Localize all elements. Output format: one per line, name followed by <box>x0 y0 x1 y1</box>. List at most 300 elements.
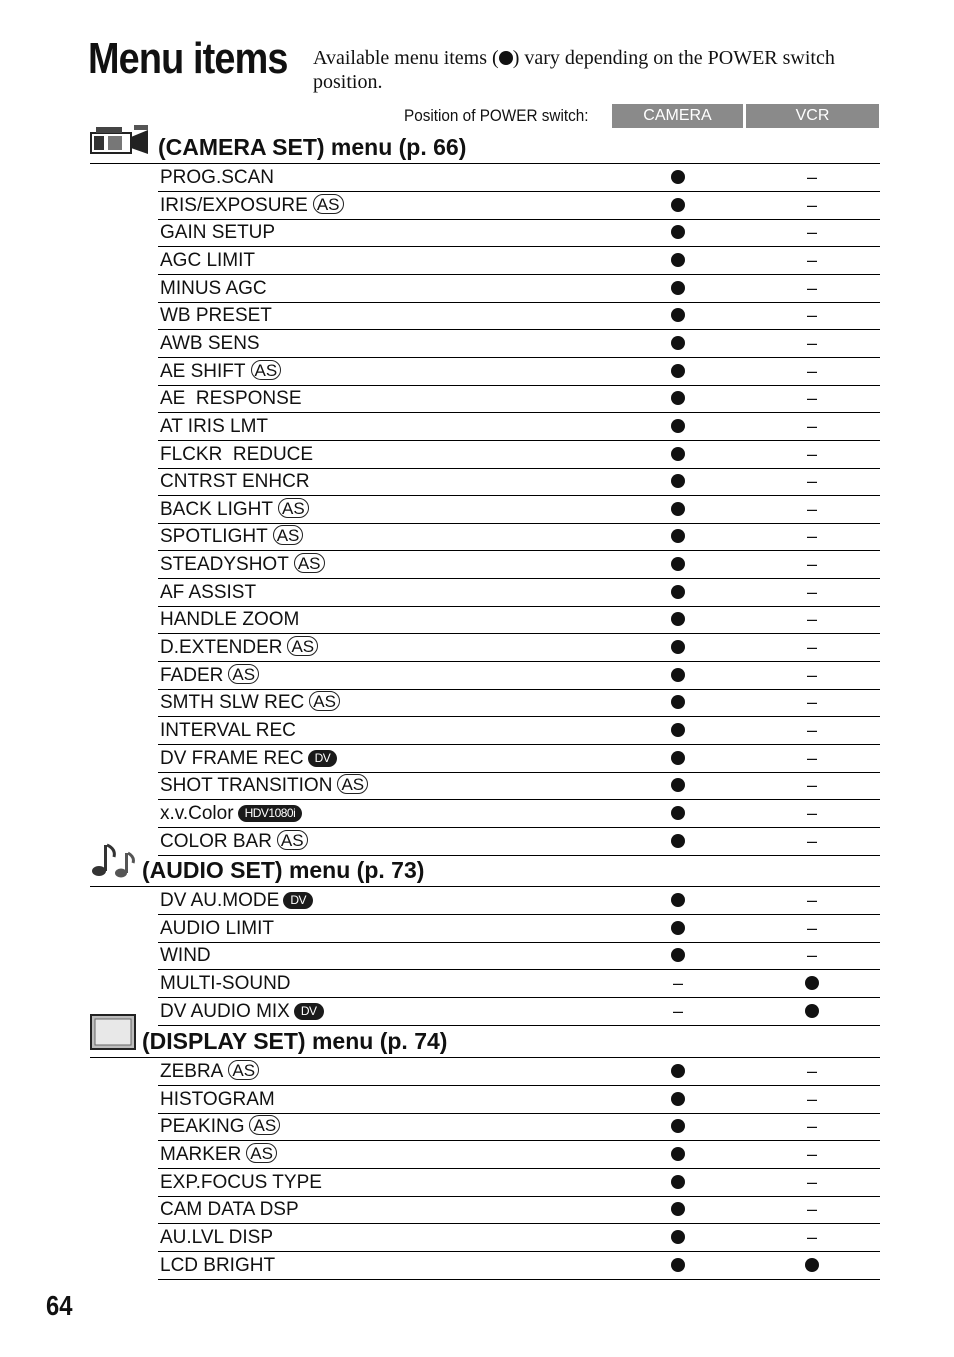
table-row <box>158 579 880 607</box>
vcr-availability-cell <box>747 385 877 412</box>
menu-item-label: AE RESPONSE <box>160 388 302 410</box>
table-row <box>158 219 880 247</box>
menu-item-label: D.EXTENDER <box>160 637 283 659</box>
vcr-availability-cell <box>747 192 877 219</box>
available-dot-icon <box>671 1230 685 1244</box>
camera-availability-cell <box>613 441 743 468</box>
camera-availability-cell <box>613 1141 743 1168</box>
camera-availability-cell <box>613 330 743 357</box>
menu-item-label: MULTI-SOUND <box>160 972 291 994</box>
unavailable-dash: – <box>806 388 817 409</box>
available-dot-icon <box>671 1258 685 1272</box>
menu-item-label: PEAKING <box>160 1116 245 1138</box>
intro-text <box>313 46 883 94</box>
vcr-availability-cell <box>747 689 877 716</box>
camera-availability-cell <box>613 1252 743 1279</box>
vcr-availability-cell <box>747 662 877 689</box>
available-dot-icon <box>671 253 685 267</box>
menu-item-label: GAIN SETUP <box>160 222 276 244</box>
table-row <box>158 413 880 441</box>
table-row <box>158 358 880 386</box>
unavailable-dash: – <box>806 775 817 796</box>
intro-before: Available menu items ( <box>313 47 499 69</box>
unavailable-dash: – <box>806 830 817 851</box>
menu-item-label: LCD BRIGHT <box>160 1254 276 1276</box>
menu-item-label: IRIS/EXPOSURE <box>160 194 308 216</box>
as-badge: AS <box>287 636 318 656</box>
vcr-availability-cell <box>747 523 877 550</box>
available-dot-icon <box>671 502 685 516</box>
camera-availability-cell <box>613 1113 743 1140</box>
unavailable-dash: – <box>806 554 817 575</box>
power-switch-label: Position of POWER switch: <box>404 106 589 125</box>
vcr-availability-cell <box>747 1086 877 1113</box>
menu-item <box>160 332 260 356</box>
table-row <box>158 634 880 662</box>
menu-item <box>160 553 325 577</box>
as-badge: AS <box>309 691 340 711</box>
menu-item <box>160 802 302 826</box>
table-row <box>158 800 880 828</box>
vcr-availability-cell <box>747 887 877 914</box>
available-dot-icon <box>671 806 685 820</box>
menu-item-label: CNTRST ENHCR <box>160 471 310 493</box>
camera-availability-cell <box>613 192 743 219</box>
vcr-availability-cell <box>747 1169 877 1196</box>
menu-item <box>160 889 313 913</box>
page-number: 64 <box>46 1290 73 1321</box>
unavailable-dash: – <box>672 972 683 993</box>
unavailable-dash: – <box>806 945 817 966</box>
available-dot-icon <box>671 474 685 488</box>
vcr-availability-cell <box>747 1252 877 1279</box>
table-row <box>158 523 880 551</box>
available-dot-icon <box>671 751 685 765</box>
vcr-availability-cell <box>747 942 877 969</box>
menu-item <box>160 1198 299 1222</box>
camera-availability-cell <box>613 468 743 495</box>
vcr-availability-cell <box>747 606 877 633</box>
unavailable-dash: – <box>806 802 817 823</box>
unavailable-dash: – <box>806 1199 817 1220</box>
menu-item <box>160 360 281 384</box>
section-header <box>90 1023 880 1058</box>
vcr-availability-cell <box>747 1141 877 1168</box>
menu-item <box>160 525 303 549</box>
camera-availability-cell <box>613 772 743 799</box>
table-row <box>158 998 880 1026</box>
available-dot-icon <box>671 640 685 654</box>
camera-availability-cell <box>613 164 743 191</box>
table-row <box>158 192 880 220</box>
unavailable-dash: – <box>806 277 817 298</box>
as-badge: AS <box>278 498 309 518</box>
table-row <box>158 468 880 496</box>
menu-item-label: FLCKR REDUCE <box>160 443 314 465</box>
camera-availability-cell <box>613 717 743 744</box>
table-row <box>158 1141 880 1169</box>
menu-item-label: WB PRESET <box>160 305 272 327</box>
menu-item <box>160 470 310 494</box>
unavailable-dash: – <box>806 1116 817 1137</box>
camera-availability-cell <box>613 1169 743 1196</box>
camera-availability-cell <box>613 887 743 914</box>
section-header <box>90 128 880 164</box>
available-dot-icon <box>671 364 685 378</box>
menu-item <box>160 664 259 688</box>
menu-item <box>160 1171 322 1195</box>
table-row <box>158 970 880 998</box>
available-dot-icon <box>671 170 685 184</box>
unavailable-dash: – <box>806 890 817 910</box>
as-badge: AS <box>246 1143 277 1163</box>
camera-availability-cell <box>613 942 743 969</box>
menu-item <box>160 387 302 411</box>
vcr-availability-cell <box>747 219 877 246</box>
hdv-badge: HDV1080i <box>238 805 303 822</box>
menu-item-label: CAM DATA DSP <box>160 1199 299 1221</box>
menu-item-label: EXP.FOCUS TYPE <box>160 1171 322 1193</box>
menu-item-label: HANDLE ZOOM <box>160 609 300 631</box>
dv-badge: DV <box>294 1003 324 1020</box>
camera-availability-cell <box>613 219 743 246</box>
menu-item <box>160 1000 324 1024</box>
unavailable-dash: – <box>806 1143 817 1164</box>
available-dot-icon <box>671 1119 685 1133</box>
menu-item-label: WIND <box>160 945 211 967</box>
table-row <box>158 551 880 579</box>
camera-availability-cell <box>613 1224 743 1251</box>
menu-item <box>160 221 275 245</box>
available-dot-icon <box>671 198 685 212</box>
section-title: (DISPLAY SET) menu (p. 74) <box>142 1028 448 1054</box>
camera-availability-cell <box>613 1196 743 1223</box>
menu-item <box>160 830 308 854</box>
as-badge: AS <box>277 830 308 850</box>
unavailable-dash: – <box>806 526 817 547</box>
vcr-availability-cell <box>747 998 877 1025</box>
menu-item <box>160 415 268 439</box>
camera-availability-cell <box>613 413 743 440</box>
table-row <box>158 662 880 690</box>
as-badge: AS <box>228 1060 259 1080</box>
menu-item <box>160 1143 277 1167</box>
menu-item <box>160 1060 259 1084</box>
dv-badge: DV <box>308 750 338 767</box>
vcr-availability-cell <box>747 970 877 997</box>
menu-item <box>160 774 368 798</box>
camera-availability-cell <box>613 1086 743 1113</box>
table-row <box>158 689 880 717</box>
menu-item-label: SPOTLIGHT <box>160 526 268 548</box>
available-dot-icon <box>671 447 685 461</box>
menu-item-label: AWB SENS <box>160 332 260 354</box>
table-row <box>158 275 880 303</box>
menu-item <box>160 972 291 996</box>
available-dot-icon <box>671 612 685 626</box>
unavailable-dash: – <box>806 443 817 464</box>
vcr-availability-cell <box>747 1224 877 1251</box>
table-row <box>158 385 880 413</box>
vcr-availability-cell <box>747 579 877 606</box>
menu-item-label: AU.LVL DISP <box>160 1226 273 1248</box>
camera-availability-cell <box>613 915 743 942</box>
vcr-availability-cell <box>747 634 877 661</box>
available-dot-icon <box>671 391 685 405</box>
vcr-availability-cell <box>747 247 877 274</box>
camera-availability-cell <box>613 634 743 661</box>
available-dot-icon <box>671 834 685 848</box>
menu-item <box>160 1115 280 1139</box>
vcr-availability-cell <box>747 551 877 578</box>
camera-availability-cell <box>613 247 743 274</box>
camera-availability-cell <box>613 828 743 855</box>
table-row <box>158 1252 880 1280</box>
available-dot-icon <box>671 1175 685 1189</box>
table-row <box>158 606 880 634</box>
unavailable-dash: – <box>806 1226 817 1247</box>
menu-item-label: HISTOGRAM <box>160 1088 275 1110</box>
available-dot-icon <box>671 529 685 543</box>
unavailable-dash: – <box>806 415 817 436</box>
table-row <box>158 1169 880 1197</box>
table-row <box>158 441 880 469</box>
available-dot-icon <box>499 51 513 65</box>
vcr-availability-cell <box>747 1113 877 1140</box>
camera-availability-cell <box>613 606 743 633</box>
table-row <box>158 330 880 358</box>
unavailable-dash: – <box>806 747 817 768</box>
table-row <box>158 164 880 192</box>
table-row <box>158 1113 880 1141</box>
table-row <box>158 1086 880 1114</box>
menu-item <box>160 498 309 522</box>
unavailable-dash: – <box>806 637 817 658</box>
camera-availability-cell <box>613 970 743 997</box>
available-dot-icon <box>671 308 685 322</box>
menu-item-label: MINUS AGC <box>160 277 267 299</box>
table-row <box>158 1196 880 1224</box>
unavailable-dash: – <box>806 332 817 353</box>
menu-item-label: ZEBRA <box>160 1061 224 1082</box>
table-row <box>158 302 880 330</box>
available-dot-icon <box>805 1004 819 1018</box>
camera-availability-cell <box>613 385 743 412</box>
camera-availability-cell <box>613 579 743 606</box>
vcr-availability-cell <box>747 800 877 827</box>
as-badge: AS <box>337 774 368 794</box>
dv-badge: DV <box>283 892 313 909</box>
menu-item <box>160 1088 275 1112</box>
as-badge: AS <box>251 360 282 380</box>
menu-item <box>160 747 337 771</box>
menu-item <box>160 691 340 715</box>
camera-icon <box>90 124 152 161</box>
menu-item <box>160 166 274 190</box>
available-dot-icon <box>671 1064 685 1078</box>
vcr-availability-cell <box>747 496 877 523</box>
vcr-availability-cell <box>747 828 877 855</box>
menu-item-label: SMTH SLW REC <box>160 692 305 714</box>
menu-item-label: MARKER <box>160 1143 242 1165</box>
menu-item-label: AGC LIMIT <box>160 249 256 271</box>
unavailable-dash: – <box>806 1061 817 1081</box>
unavailable-dash: – <box>806 1171 817 1192</box>
unavailable-dash: – <box>806 720 817 740</box>
intro-after: ) vary depending on the POWER switch position. <box>313 47 835 93</box>
table-row <box>158 1058 880 1086</box>
camera-availability-cell <box>613 1058 743 1085</box>
menu-item <box>160 581 256 605</box>
menu-item-label: AF ASSIST <box>160 581 257 603</box>
camera-availability-cell <box>613 689 743 716</box>
table-row <box>158 496 880 524</box>
camera-availability-cell <box>613 800 743 827</box>
menu-item-label: AT IRIS LMT <box>160 415 269 437</box>
available-dot-icon <box>805 976 819 990</box>
unavailable-dash: – <box>806 664 817 685</box>
unavailable-dash: – <box>806 360 817 381</box>
vcr-availability-cell <box>747 915 877 942</box>
menu-item <box>160 443 313 467</box>
unavailable-dash: – <box>806 222 817 243</box>
available-dot-icon <box>671 668 685 682</box>
vcr-availability-cell <box>747 1196 877 1223</box>
section-header <box>90 852 880 887</box>
as-badge: AS <box>249 1115 280 1135</box>
menu-item <box>160 917 274 941</box>
unavailable-dash: – <box>806 581 817 602</box>
music-notes-icon <box>90 841 136 884</box>
vcr-availability-cell <box>747 275 877 302</box>
menu-item <box>160 944 211 968</box>
vcr-availability-cell <box>747 413 877 440</box>
available-dot-icon <box>671 281 685 295</box>
camera-availability-cell <box>613 998 743 1025</box>
table-row <box>158 717 880 745</box>
camera-availability-cell <box>613 662 743 689</box>
available-dot-icon <box>671 778 685 792</box>
as-badge: AS <box>294 553 325 573</box>
table-row <box>158 772 880 800</box>
camera-availability-cell <box>613 523 743 550</box>
unavailable-dash: – <box>806 167 817 187</box>
column-vcr: VCR <box>746 104 879 128</box>
vcr-availability-cell <box>747 1058 877 1085</box>
table-row <box>158 745 880 773</box>
unavailable-dash: – <box>806 194 817 215</box>
vcr-availability-cell <box>747 441 877 468</box>
as-badge: AS <box>228 664 259 684</box>
vcr-availability-cell <box>747 745 877 772</box>
available-dot-icon <box>671 921 685 935</box>
table-row <box>158 915 880 943</box>
menu-item-label: x.v.Color <box>160 802 234 824</box>
section-title: (CAMERA SET) menu (p. 66) <box>158 134 467 160</box>
menu-item-label: COLOR BAR <box>160 830 272 852</box>
unavailable-dash: – <box>806 609 817 630</box>
vcr-availability-cell <box>747 302 877 329</box>
table-row <box>158 1224 880 1252</box>
available-dot-icon <box>671 336 685 350</box>
menu-item-label: AE SHIFT <box>160 360 246 382</box>
vcr-availability-cell <box>747 772 877 799</box>
table-row <box>158 247 880 275</box>
unavailable-dash: – <box>806 498 817 519</box>
menu-item <box>160 277 267 301</box>
camera-availability-cell <box>613 496 743 523</box>
table-row <box>158 887 880 915</box>
unavailable-dash: – <box>806 1088 817 1109</box>
camera-availability-cell <box>613 302 743 329</box>
menu-item <box>160 608 299 632</box>
available-dot-icon <box>671 695 685 709</box>
unavailable-dash: – <box>672 1000 683 1021</box>
as-badge: AS <box>273 525 304 545</box>
vcr-availability-cell <box>747 468 877 495</box>
unavailable-dash: – <box>806 471 817 492</box>
menu-item <box>160 1254 275 1278</box>
menu-item-label: BACK LIGHT <box>160 498 273 520</box>
menu-item-label: STEADYSHOT <box>160 554 289 576</box>
menu-item-label: DV FRAME REC <box>160 747 304 769</box>
vcr-availability-cell <box>747 330 877 357</box>
menu-item <box>160 719 296 743</box>
camera-availability-cell <box>613 745 743 772</box>
table-row <box>158 942 880 970</box>
available-dot-icon <box>671 893 685 907</box>
menu-item <box>160 194 344 218</box>
camera-availability-cell <box>613 358 743 385</box>
camera-availability-cell <box>613 275 743 302</box>
display-screen-icon <box>90 1014 136 1055</box>
available-dot-icon <box>671 1202 685 1216</box>
menu-item-label: PROG.SCAN <box>160 167 275 188</box>
section-title: (AUDIO SET) menu (p. 73) <box>142 857 425 883</box>
column-camera: CAMERA <box>612 104 743 128</box>
menu-item-label: DV AUDIO MIX <box>160 1000 290 1022</box>
available-dot-icon <box>671 948 685 962</box>
available-dot-icon <box>671 225 685 239</box>
vcr-availability-cell <box>747 717 877 744</box>
available-dot-icon <box>671 557 685 571</box>
as-badge: AS <box>313 194 344 214</box>
unavailable-dash: – <box>806 249 817 270</box>
menu-item <box>160 249 255 273</box>
menu-item <box>160 304 272 328</box>
menu-item-label: FADER <box>160 664 224 686</box>
menu-item <box>160 1226 273 1250</box>
page-title: Menu items <box>88 34 288 83</box>
menu-item-label: SHOT TRANSITION <box>160 775 333 797</box>
menu-item-label: DV AU.MODE <box>160 890 280 911</box>
vcr-availability-cell <box>747 164 877 191</box>
available-dot-icon <box>671 1147 685 1161</box>
unavailable-dash: – <box>806 692 817 713</box>
menu-item <box>160 636 318 660</box>
available-dot-icon <box>671 585 685 599</box>
vcr-availability-cell <box>747 358 877 385</box>
available-dot-icon <box>805 1258 819 1272</box>
camera-availability-cell <box>613 551 743 578</box>
unavailable-dash: – <box>806 917 817 938</box>
available-dot-icon <box>671 723 685 737</box>
unavailable-dash: – <box>806 305 817 326</box>
available-dot-icon <box>671 419 685 433</box>
menu-item-label: INTERVAL REC <box>160 720 296 741</box>
menu-item-label: AUDIO LIMIT <box>160 917 275 939</box>
available-dot-icon <box>671 1092 685 1106</box>
